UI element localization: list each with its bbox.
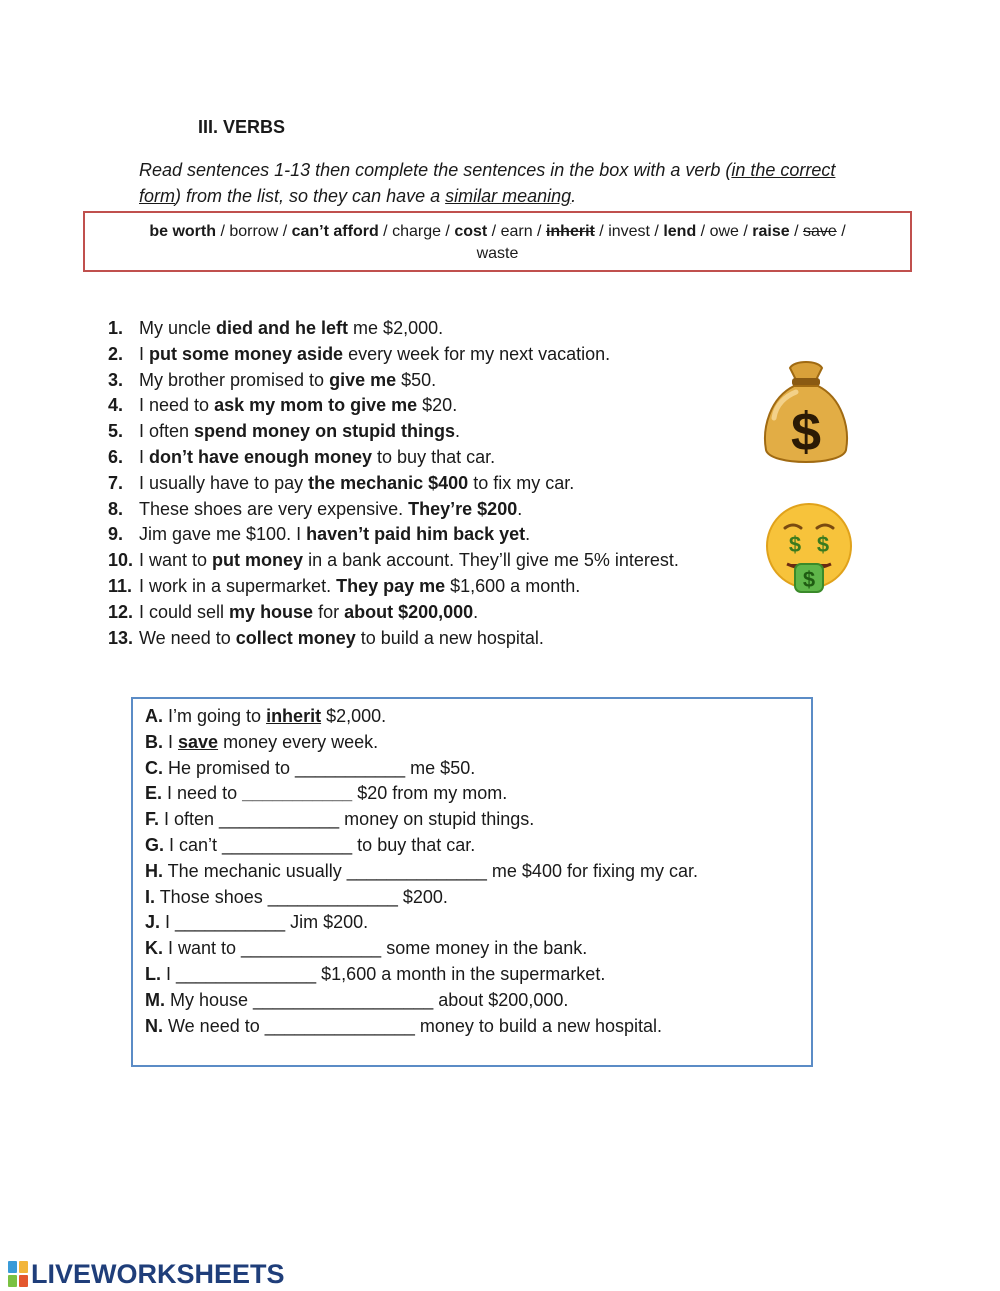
word-save: save [802, 223, 837, 240]
word-raise: raise [752, 223, 790, 240]
sentence-text: $20. [417, 395, 458, 416]
sentence-text: I need to [139, 395, 215, 416]
sentence-bold: the mechanic $400 [308, 472, 469, 493]
logo-mark-icon [8, 1261, 28, 1287]
money-bag-symbol: $ [790, 402, 822, 462]
logo-square [19, 1261, 28, 1273]
word-waste: waste [476, 245, 519, 262]
answer-text: My house __________________ about $200,000. [165, 989, 569, 1010]
sentence-number: 4. [108, 395, 124, 416]
separator: / [789, 223, 803, 240]
sentence-text: . [525, 524, 531, 545]
sentence-text: $50. [396, 369, 437, 390]
answer-text: I ___________ Jim $200. [160, 912, 369, 933]
sentence-text: . [455, 421, 461, 442]
sentence-text: I work in a supermarket. [139, 575, 337, 596]
separator: / [278, 223, 292, 240]
sentence-number: 5. [108, 421, 124, 442]
instructions [139, 157, 859, 209]
answer-letter: F. [145, 809, 160, 830]
sentence-text: I [139, 446, 150, 467]
answer-letter: B. [145, 731, 163, 752]
answer-item [145, 833, 805, 859]
answer-letter: K. [145, 938, 163, 959]
sentence-bold: died and he left [216, 318, 349, 338]
answer-text: I’m going to [163, 706, 267, 726]
separator: / [836, 223, 846, 240]
sentence-text: I often [139, 421, 195, 442]
sentence-bold: put money [212, 550, 304, 571]
answer-item [145, 781, 805, 807]
sentence-text: My uncle [139, 318, 217, 338]
answer-text: He promised to ___________ me $50. [163, 757, 476, 778]
sentence-bold: my house [229, 601, 314, 622]
sentence-number: 7. [108, 472, 124, 493]
sentence-number: 6. [108, 446, 124, 467]
separator: / [696, 223, 710, 240]
sentence-number: 11. [108, 575, 133, 596]
sentence-text: I could sell [139, 601, 230, 622]
answer-item [145, 1014, 805, 1040]
sentence-text: to fix my car. [468, 472, 575, 493]
word-inherit: inherit [545, 223, 595, 240]
sentence-bold: collect money [235, 627, 356, 648]
answer-text: The mechanic usually ______________ me $400 for fixing my car. [163, 860, 698, 881]
sentence-number: 8. [108, 498, 124, 519]
instructions-underline-1: in the correct form [139, 160, 836, 206]
word-list-box [83, 211, 912, 272]
instructions-text-2: ) from the list, so they can have a [175, 186, 446, 206]
separator: / [594, 223, 609, 240]
sentence-item [108, 316, 748, 342]
answer-text: $20 from my mom. [352, 783, 508, 804]
separator: / [532, 223, 546, 240]
sentence-text: to buy that car. [372, 446, 496, 467]
money-bag-icon [760, 358, 852, 470]
answer-text: I often ____________ money on stupid things. [159, 809, 535, 830]
answer-letter: L. [145, 963, 161, 984]
sentence-bold: give me [329, 369, 397, 390]
answer-letter: M. [145, 989, 165, 1010]
answer-list [145, 704, 805, 1039]
answer-letter: E. [145, 783, 163, 804]
sentence-bold: spend money on stupid things [194, 421, 456, 442]
answer-letter: I. [145, 886, 156, 907]
answer-item [145, 988, 805, 1014]
word-lend: lend [663, 223, 697, 240]
sentence-text: I [139, 343, 150, 364]
sentence-text: me $2,000. [348, 318, 444, 338]
sentence-item [108, 471, 748, 497]
word-invest: invest [608, 223, 650, 240]
answer-item [145, 807, 805, 833]
sentence-number: 13. [108, 627, 134, 648]
separator: / [738, 223, 753, 240]
answer-text: I can’t _____________ to buy that car. [164, 834, 476, 855]
sentence-bold: ask my mom to give me [214, 395, 418, 416]
sentence-text: These shoes are very expensive. [139, 498, 409, 519]
sentence-bold: about $200,000 [344, 601, 474, 622]
sentence-item [108, 626, 748, 652]
answer-text: I [163, 731, 179, 752]
answer-item [145, 885, 805, 911]
sentence-item [108, 419, 748, 445]
instructions-underline-2: similar meaning [445, 186, 572, 206]
answer-letter: N. [145, 1015, 163, 1036]
instructions-text-3: . [571, 186, 577, 206]
sentence-bold: put some money aside [149, 343, 344, 364]
word-cant-afford: can’t afford [291, 223, 379, 240]
sentence-number: 12. [108, 601, 134, 622]
answer-letter: J. [145, 912, 161, 933]
separator: / [487, 223, 501, 240]
answer-item [145, 756, 805, 782]
sentence-text: every week for my next vacation. [343, 343, 611, 364]
sentence-number: 10. [108, 550, 134, 571]
sentence-text: . [517, 498, 523, 519]
sentence-item [108, 393, 748, 419]
answer-letter: A. [145, 706, 163, 726]
tongue-symbol: $ [802, 567, 816, 592]
sentence-text: We need to [139, 627, 236, 648]
answer-text: I want to ______________ some money in the bank. [163, 938, 588, 959]
liveworksheets-logo [8, 1260, 285, 1288]
sentence-bold: They’re $200 [408, 498, 518, 519]
sentence-number: 1. [108, 318, 124, 338]
answer-item [145, 910, 805, 936]
word-charge: charge [392, 223, 441, 240]
sentence-text: . [473, 601, 479, 622]
sentence-text: $1,600 a month. [445, 575, 581, 596]
money-mouth-face-icon [763, 502, 855, 594]
answer-text: money every week. [218, 731, 379, 752]
sentence-item [108, 497, 748, 523]
sentence-item [108, 368, 748, 394]
sentence-item [108, 574, 748, 600]
answer-filled-word: inherit [266, 706, 322, 726]
logo-square [19, 1275, 28, 1287]
right-eye-symbol: $ [816, 532, 830, 557]
answer-text: I ______________ $1,600 a month in the supermarket. [161, 963, 606, 984]
instructions-text-1: Read sentences 1-13 then complete the sentences in the box with a verb ( [139, 160, 732, 180]
separator: / [440, 223, 455, 240]
word-owe: owe [709, 223, 739, 240]
answer-text: We need to _______________ money to build a new hospital. [163, 1015, 663, 1036]
separator: / [216, 223, 230, 240]
section-heading: III. VERBS [198, 117, 286, 137]
word-borrow: borrow [229, 223, 279, 240]
logo-square [8, 1261, 17, 1273]
sentence-number: 2. [108, 343, 124, 364]
sentence-bold: They pay me [336, 575, 446, 596]
word-cost: cost [454, 223, 488, 240]
sentence-text: My brother promised to [139, 369, 330, 390]
answer-item [145, 730, 805, 756]
sentence-text: I usually have to pay [139, 472, 309, 493]
answer-item [145, 936, 805, 962]
logo-square [8, 1275, 17, 1287]
sentence-item [108, 445, 748, 471]
sentence-item [108, 600, 748, 626]
left-eye-symbol: $ [788, 532, 802, 557]
separator: / [649, 223, 664, 240]
word-earn: earn [500, 223, 533, 240]
sentence-number: 9. [108, 524, 124, 545]
sentence-text: in a bank account. They’ll give me 5% interest. [303, 550, 679, 571]
sentence-list [108, 316, 748, 651]
answer-text: $2,000. [321, 706, 387, 726]
sentence-text: to build a new hospital. [355, 627, 544, 648]
word-be-worth: be worth [149, 223, 216, 240]
separator: / [378, 223, 393, 240]
sentence-item [108, 342, 748, 368]
sentence-number: 3. [108, 369, 124, 390]
sentence-item [108, 522, 748, 548]
answer-letter: H. [145, 860, 163, 881]
answer-letter: C. [145, 757, 163, 778]
answer-letter: G. [145, 834, 165, 855]
sentence-item [108, 548, 748, 574]
sentence-bold: haven’t paid him back yet [306, 524, 526, 545]
sentence-bold: don’t have enough money [149, 446, 373, 467]
answer-filled-word: save [178, 731, 219, 752]
answer-blank[interactable]: ___________ [242, 783, 353, 804]
answer-text: I need to [162, 783, 243, 804]
answer-text: Those shoes _____________ $200. [155, 886, 448, 907]
sentence-text: I want to [139, 550, 213, 571]
answer-item [145, 704, 805, 730]
answer-item [145, 962, 805, 988]
sentence-text: for [313, 601, 345, 622]
answer-item [145, 859, 805, 885]
logo-text: LIVEWORKSHEETS [31, 1258, 285, 1289]
sentence-text: Jim gave me $100. I [139, 524, 307, 545]
